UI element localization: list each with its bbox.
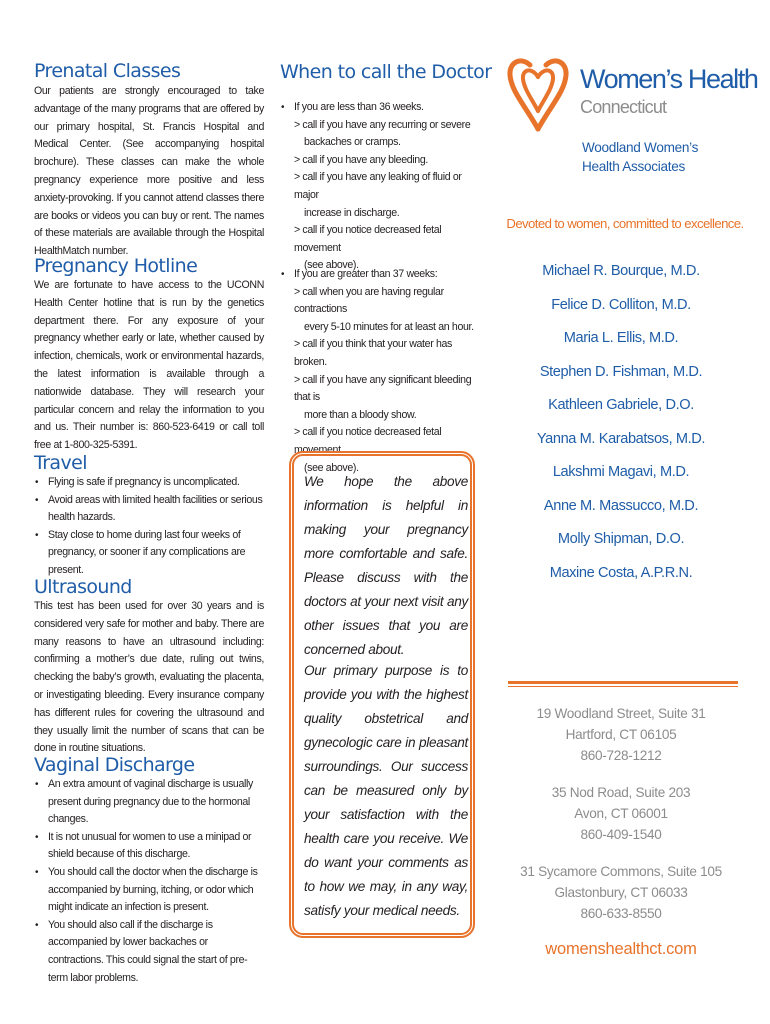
sub-item: every 5-10 minutes for at least an hour.	[304, 320, 474, 333]
list-item: Stephen D. Fishman, M.D.	[539, 363, 703, 380]
prenatal-classes-text: Our patients are strongly encouraged to take advantage of the many programs that are offered by our primary hospital, St. Francis Hospital and Medical Center. (See accompanying hospital brochure). These classes can make the whole pregnancy experience more positive and less anxiety-provoking. If you cannot attend classes there are books or videos you can buy or rent. The names of these materials are available through the Hospital HealthMatch number.	[34, 85, 264, 258]
prenatal-classes-heading: Prenatal Classes	[34, 60, 181, 82]
list-item: Michael R. Bourque, M.D.	[542, 263, 700, 279]
discharge-list	[34, 776, 264, 987]
list-item: Lakshmi Magavi, M.D.	[552, 464, 690, 480]
sub-item: > call if you have any leaking of fluid or major	[294, 171, 462, 201]
office-street: 31 Sycamore Commons, Suite 105	[520, 864, 722, 879]
travel-heading: Travel	[34, 452, 87, 474]
list-item: • An extra amount of vaginal discharge is usually present during pregnancy due to the hormonal changes.	[34, 776, 264, 829]
practice-line: Health Associates	[582, 159, 685, 174]
list-item: Felice D. Colliton, M.D.	[551, 296, 691, 313]
tagline: Devoted to women, committed to excellence.	[506, 216, 744, 231]
sub-item: backaches or cramps.	[304, 136, 401, 149]
website-link[interactable]: womenshealthct.com	[545, 940, 697, 958]
office-phone: 860-409-1540	[580, 827, 662, 842]
sub-item: > call when you are having regular contractions	[294, 285, 444, 316]
callout-paragraph-2: Our primary purpose is to provide you with the highest quality obstetrical and gynecologic care in pleasant surroundings. Our success can be measured only by your satisfaction with the health care you receive. We do want your comments as to how we may, in any way, satisfy your medical needs.	[304, 663, 468, 918]
divider	[508, 681, 738, 684]
office-street: 35 Nod Road, Suite 203	[551, 785, 691, 800]
message-callout-box	[289, 451, 475, 938]
call-doctor-list-late	[280, 266, 485, 477]
office-city: Glastonbury, CT 06033	[554, 885, 688, 900]
office-address-avon	[500, 782, 742, 845]
brand-state: Connecticut	[580, 97, 667, 117]
sub-list	[294, 117, 485, 275]
office-phone: 860-633-8550	[580, 906, 662, 921]
sub-item: > call if you think that your water has broken.	[294, 338, 452, 368]
sub-item: > call if you have any bleeding.	[294, 153, 428, 166]
vaginal-discharge-heading: Vaginal Discharge	[34, 754, 195, 776]
list-item	[280, 266, 485, 477]
sub-item: > call if you have any significant bleeding that is	[294, 373, 472, 404]
list-item: • You should also call if the discharge is accompanied by lower backaches or contractions. This could signal the start of pre-term labor problems.	[34, 917, 264, 987]
sub-item: > call if you notice decreased fetal movement	[294, 426, 442, 456]
list-item: • Avoid areas with limited health facilities or serious health hazards.	[34, 492, 264, 527]
list-item: Molly Shipman, D.O.	[557, 531, 685, 547]
womens-health-heart-logo-icon	[506, 55, 570, 133]
office-city: Hartford, CT 06105	[565, 727, 677, 742]
ultrasound-heading: Ultrasound	[34, 576, 132, 598]
list-item: Anne M. Massucco, M.D.	[543, 497, 699, 514]
list-item: Maria L. Ellis, M.D.	[563, 330, 679, 346]
callout-paragraph-1: We hope the above information is helpful in making your pregnancy more comfortable and safe. Please discuss with the doctors at your next visit any other issues that you are concerned about.	[304, 474, 468, 657]
list-item: • Stay close to home during last four weeks of pregnancy, or sooner if any complications are present.	[34, 527, 264, 580]
sub-list	[294, 284, 485, 478]
call-doctor-list-early	[280, 99, 485, 275]
divider	[508, 686, 738, 687]
list-item: • It is not unusual for women to use a minipad or shield because of this discharge.	[34, 829, 264, 864]
practice-name	[582, 138, 698, 176]
sub-item: (see above).	[304, 259, 359, 272]
list-item: Kathleen Gabriele, D.O.	[548, 397, 694, 413]
group-head: If you are greater than 37 weeks:	[294, 268, 438, 280]
brand-name: Women’s Health	[580, 64, 758, 94]
sub-item: (see above).	[304, 461, 359, 474]
practice-line: Woodland Women’s	[582, 140, 699, 155]
sub-item: more than a bloody show.	[304, 408, 417, 421]
list-item: Yanna M. Karabatsos, M.D.	[536, 430, 706, 447]
when-to-call-heading: When to call the Doctor	[280, 61, 492, 83]
list-item: Maxine Costa, A.P.R.N.	[549, 564, 693, 581]
ultrasound-text: This test has been used for over 30 years and is considered very safe for mother and baby. There are many reasons to have an ultrasound including: confirming a mother’s due date, ruling out twins, checking the baby’s growth, evaluating the placenta, or investigating bleeding. Every insurance company has different rules for covering the ultrasound and they usually limit the number of scans that can be done in routine situations.	[34, 600, 264, 755]
sub-item: increase in discharge.	[304, 206, 400, 219]
doctor-list	[500, 259, 742, 594]
travel-list	[34, 474, 264, 580]
sub-item: > call if you have any recurring or severe	[294, 118, 471, 131]
sub-item: > call if you notice decreased fetal movement	[294, 224, 442, 254]
list-item: • You should call the doctor when the discharge is accompanied by burning, itching, or odor which might indicate an infection is present.	[34, 864, 264, 917]
list-item: • Flying is safe if pregnancy is uncomplicated.	[34, 474, 264, 492]
group-head: If you are less than 36 weeks.	[294, 101, 424, 113]
office-address-glastonbury	[500, 861, 742, 924]
office-phone: 860-728-1212	[580, 748, 662, 763]
office-address-hartford	[500, 703, 742, 766]
office-city: Avon, CT 06001	[574, 806, 668, 821]
office-street: 19 Woodland Street, Suite 31	[536, 706, 706, 721]
pregnancy-hotline-heading: Pregnancy Hotline	[34, 255, 198, 277]
list-item	[280, 99, 485, 275]
pregnancy-hotline-text: We are fortunate to have access to the UCONN Health Center hotline that is run by the genetics department there. For any exposure of your pregnancy whether early or late, whether caused by infection, chemicals, work or environmental hazards, the latest information is available through a nationwide database. They will research your particular concern and relay the information to you and us. Their number is: 860-523-6419 or call toll free at 1-800-325-5391.	[34, 279, 264, 452]
